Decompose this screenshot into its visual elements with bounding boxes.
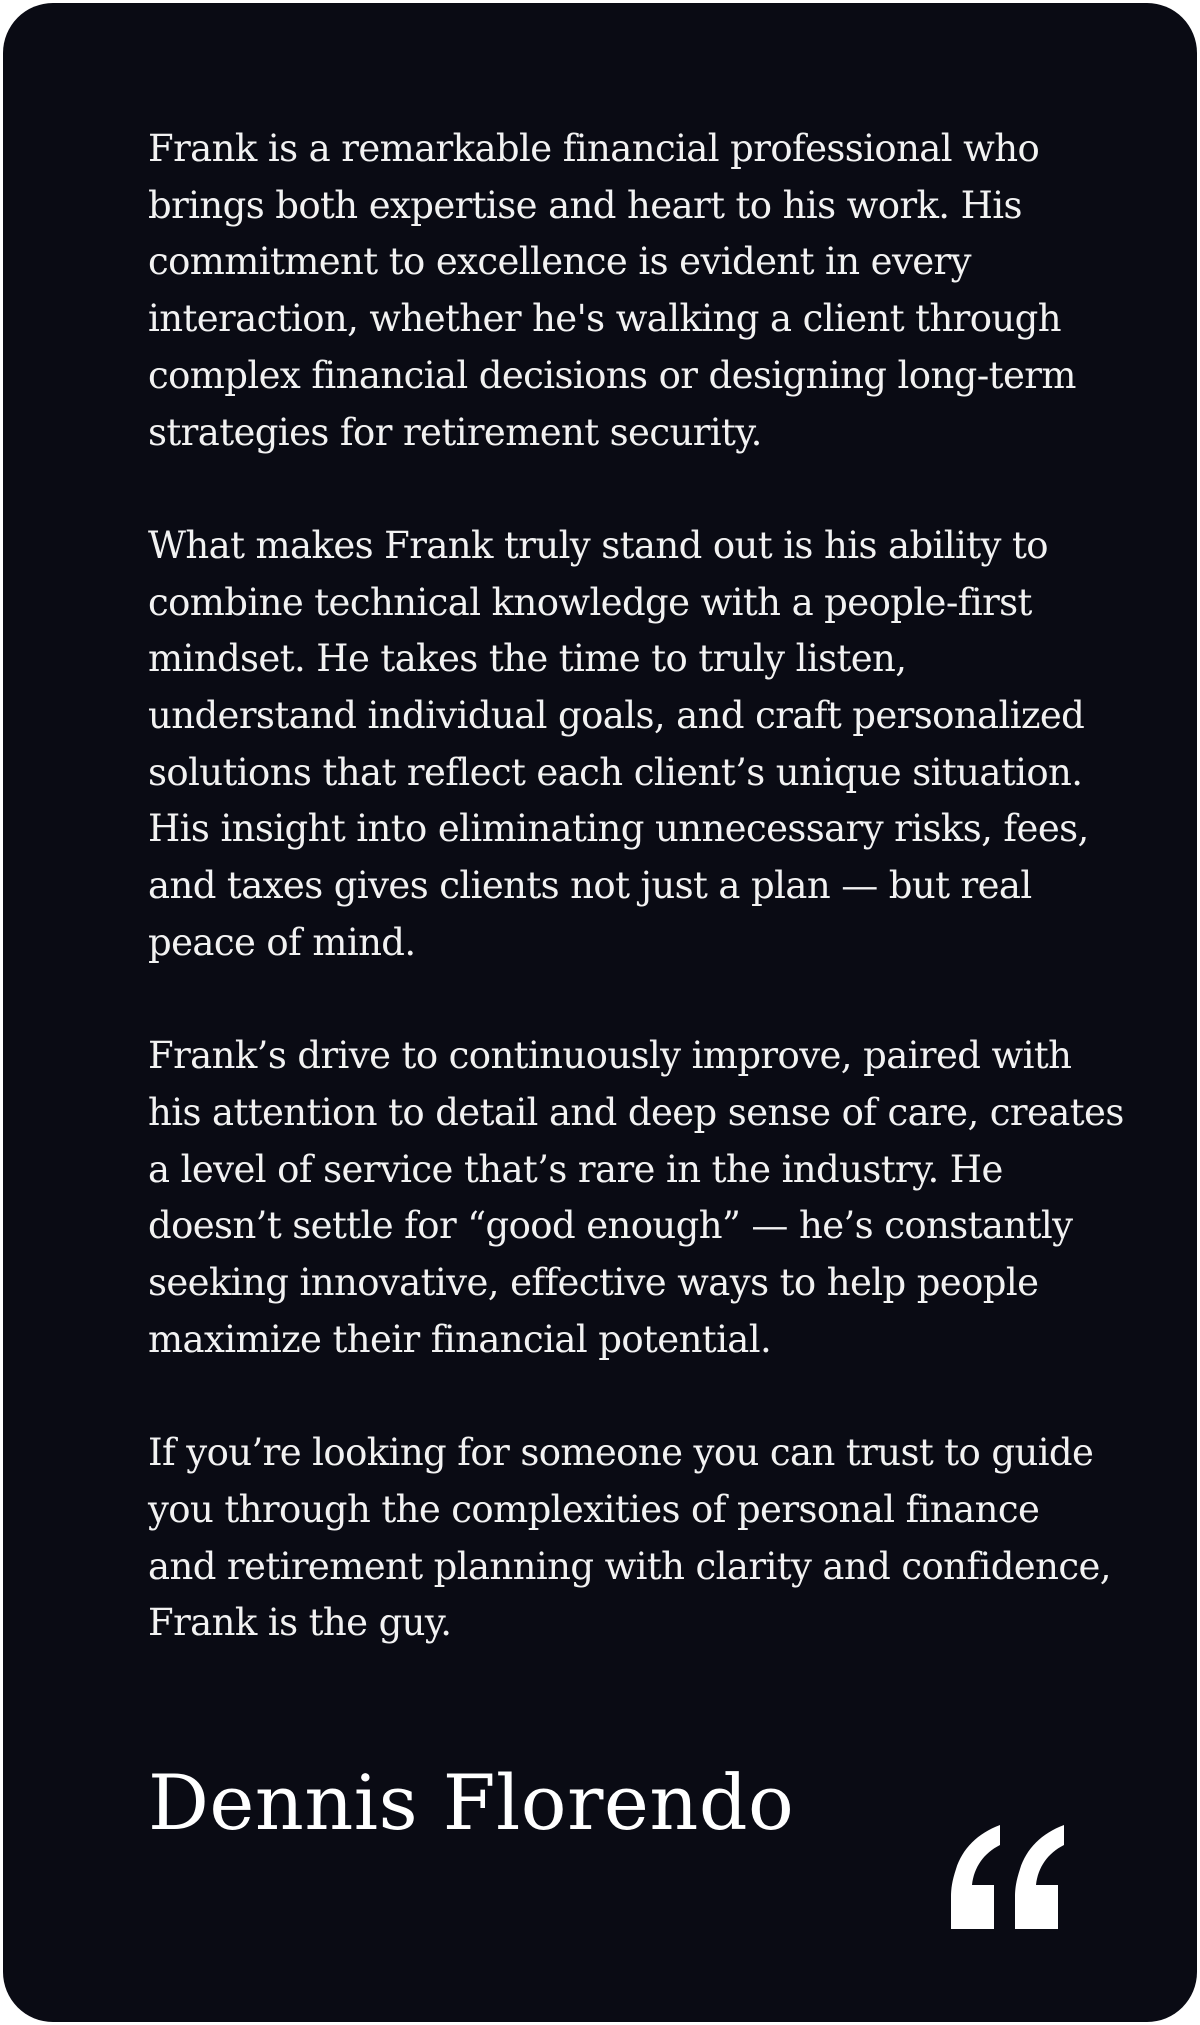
- text-line: seeking innovative, effective ways to help people: [148, 1261, 1039, 1305]
- testimonial-body: [148, 121, 1124, 1709]
- text-line: commitment to excellence is evident in every: [148, 240, 971, 284]
- testimonial-paragraph: [148, 1425, 1111, 1652]
- text-line: brings both expertise and heart to his work. His: [148, 183, 1022, 227]
- text-line: a level of service that’s rare in the industry. He: [148, 1147, 1003, 1191]
- testimonial-paragraph: [148, 121, 1083, 461]
- text-line: maximize their financial potential.: [148, 1317, 772, 1361]
- text-line: If you’re looking for someone you can trust to guide: [148, 1431, 1094, 1475]
- text-line: Frank is the guy.: [148, 1601, 452, 1645]
- text-line: interaction, whether he's walking a client through: [148, 297, 1061, 341]
- text-line: Frank’s drive to continuously improve, paired with: [148, 1034, 1072, 1078]
- text-line: mindset. He takes the time to truly listen,: [148, 637, 907, 681]
- text-line: you through the complexities of personal finance: [148, 1487, 1040, 1531]
- text-line: and retirement planning with clarity and confidence,: [148, 1544, 1111, 1588]
- text-line: strategies for retirement security.: [148, 410, 762, 454]
- text-line: and taxes gives clients not just a plan — but real: [148, 864, 1032, 908]
- text-line: What makes Frank truly stand out is his ability to: [148, 523, 1048, 567]
- text-line: combine technical knowledge with a people-first: [148, 580, 1032, 624]
- quote-icon: [948, 1823, 1068, 1933]
- testimonial-paragraph: [148, 1028, 1124, 1368]
- text-line: his attention to detail and deep sense of care, creates: [148, 1090, 1124, 1134]
- text-line: doesn’t settle for “good enough” — he’s constantly: [148, 1204, 1073, 1248]
- testimonial-paragraph: [148, 518, 1089, 972]
- text-line: understand individual goals, and craft personalized: [148, 694, 1085, 738]
- text-line: Frank is a remarkable financial professional who: [148, 127, 1040, 170]
- text-line: peace of mind.: [148, 920, 416, 964]
- text-line: solutions that reflect each client’s unique situation.: [148, 750, 1083, 794]
- text-line: His insight into eliminating unnecessary risks, fees,: [148, 807, 1089, 851]
- author-name: Dennis Florendo: [148, 1758, 795, 1847]
- testimonial-card: [3, 3, 1197, 2022]
- text-line: complex financial decisions or designing long-term: [148, 353, 1076, 397]
